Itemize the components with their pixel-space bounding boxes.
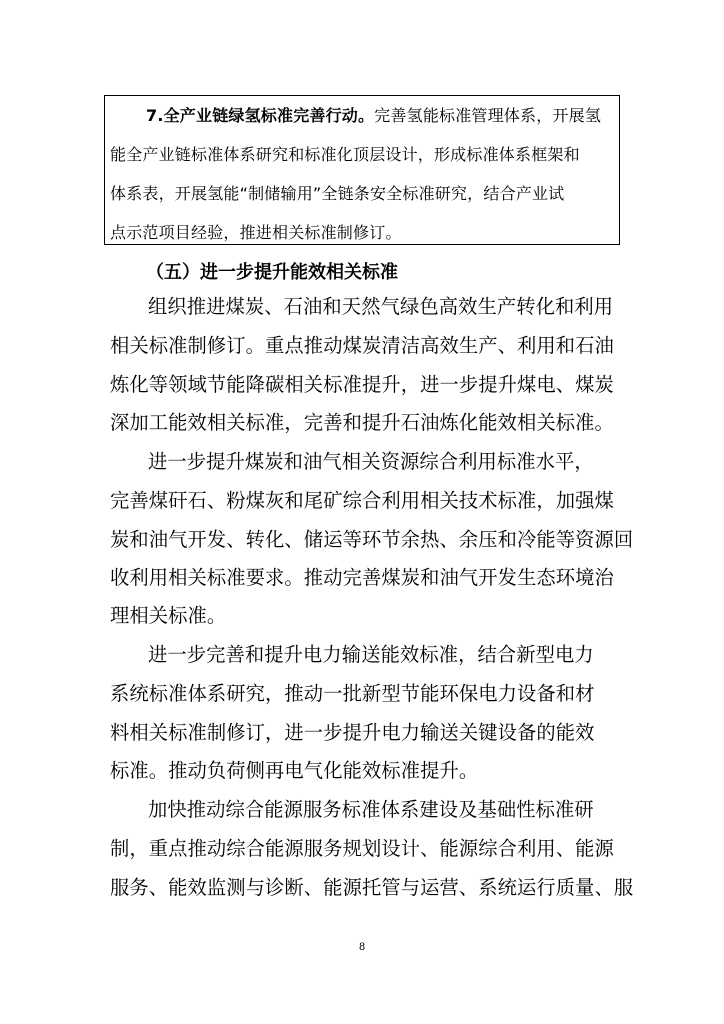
paragraph-line: 进一步完善和提升电力输送能效标准，结合新型电力 — [148, 643, 594, 666]
paragraph-line: 深加工能效相关标准，完善和提升石油炼化能效相关标准。 — [110, 411, 614, 434]
paragraph-line: 标准。推动负荷侧再电气化能效标准提升。 — [110, 759, 479, 782]
paragraph-line: 系统标准体系研究，推动一批新型节能环保电力设备和材 — [110, 682, 595, 705]
paragraph-line: 炼化等领域节能降碳相关标准提升，进一步提升煤电、煤炭 — [110, 373, 614, 396]
paragraph-line: 收利用相关标准要求。推动完善煤炭和油气开发生态环境治 — [110, 566, 614, 589]
page-number: 8 — [358, 942, 366, 953]
paragraph-line: 相关标准制修订。重点推动煤炭清洁高效生产、利用和石油 — [110, 334, 614, 357]
paragraph-line: 进一步提升煤炭和油气相关资源综合利用标准水平， — [148, 450, 594, 473]
box-line-3 — [110, 181, 564, 204]
paragraph-line: 料相关标准制修订，进一步提升电力输送关键设备的能效 — [110, 721, 595, 744]
paragraph-line: 炭和油气开发、转化、储运等环节余热、余压和冷能等资源回 — [110, 528, 634, 551]
paragraph-line: 组织推进煤炭、石油和天然气绿色高效生产转化和利用 — [148, 295, 614, 318]
box-line-text: 点示范项目经验，推进相关标准制修订。 — [110, 223, 402, 242]
paragraph-line: 服务、能效监测与诊断、能源托管与运营、系统运行质量、服 — [110, 876, 634, 899]
paragraph-line: 完善煤矸石、粉煤灰和尾矿综合利用相关技术标准，加强煤 — [110, 489, 614, 512]
box-action-title: 7.全产业链绿氢标准完善行动。 — [146, 106, 375, 125]
box-line-text: 体系表，开展氢能“制储输用”全链条安全标准研究，结合产业试 — [110, 184, 565, 203]
paragraph-line: 加快推动综合能源服务标准体系建设及基础性标准研 — [148, 798, 594, 821]
paragraph-line: 理相关标准。 — [110, 604, 227, 627]
section-heading: （五）进一步提升能效相关标准 — [146, 262, 398, 283]
box-line-text: 完善氢能标准管理体系，开展氢 — [374, 106, 602, 125]
box-line-1 — [146, 103, 601, 126]
box-line-4 — [110, 220, 402, 243]
box-line-2 — [110, 142, 580, 165]
paragraph-line: 制，重点推动综合能源服务规划设计、能源综合利用、能源 — [110, 837, 614, 860]
box-line-text: 能全产业链标准体系研究和标准化顶层设计，形成标准体系框架和 — [110, 145, 580, 164]
